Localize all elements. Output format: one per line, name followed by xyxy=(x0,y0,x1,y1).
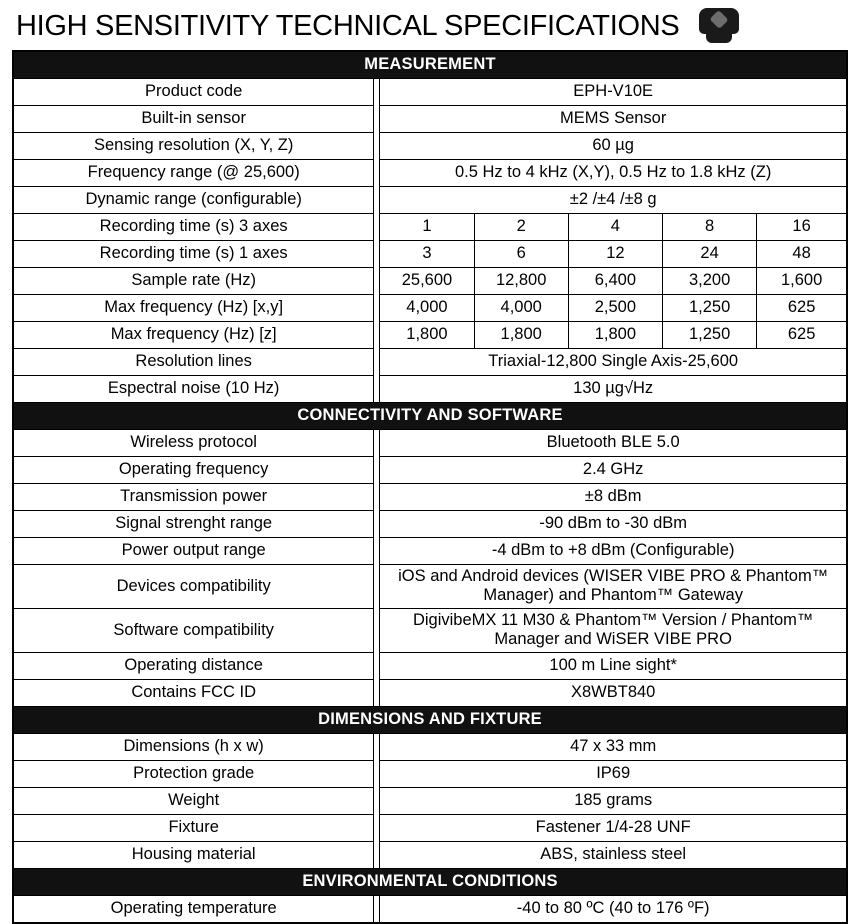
page-title: HIGH SENSITIVITY TECHNICAL SPECIFICATIONS xyxy=(16,9,680,42)
row-label: Operating frequency xyxy=(13,457,374,484)
grid-cell: 3,200 xyxy=(663,268,757,295)
row-label: Fixture xyxy=(13,814,374,841)
row-label: Transmission power xyxy=(13,484,374,511)
section-title: MEASUREMENT xyxy=(13,51,847,79)
table-row xyxy=(13,133,847,160)
table-row xyxy=(13,733,847,760)
row-label: Recording time (s) 1 axes xyxy=(13,241,374,268)
table-row xyxy=(13,565,847,609)
table-row xyxy=(13,760,847,787)
grid-cell: 2,500 xyxy=(568,295,662,322)
table-row xyxy=(13,322,847,349)
title-row xyxy=(0,0,860,50)
row-value: 47 x 33 mm xyxy=(380,733,847,760)
row-label: Espectral noise (10 Hz) xyxy=(13,376,374,403)
section-title: ENVIRONMENTAL CONDITIONS xyxy=(13,868,847,895)
row-label: Protection grade xyxy=(13,760,374,787)
table-row xyxy=(13,457,847,484)
grid-cell: 4 xyxy=(568,214,662,241)
row-value: 185 grams xyxy=(380,787,847,814)
grid-cell: 6,400 xyxy=(568,268,662,295)
grid-cell: 1,800 xyxy=(568,322,662,349)
vibration-sensor-icon xyxy=(693,6,745,46)
row-value: 2.4 GHz xyxy=(380,457,847,484)
table-row xyxy=(13,679,847,706)
row-value: ±8 dBm xyxy=(380,484,847,511)
table-row xyxy=(13,787,847,814)
grid-cell: 1 xyxy=(380,214,474,241)
grid-cell: 48 xyxy=(757,241,847,268)
table-row xyxy=(13,376,847,403)
row-label: Operating temperature xyxy=(13,895,374,923)
grid-cell: 6 xyxy=(474,241,568,268)
row-value: 100 m Line sight* xyxy=(380,652,847,679)
row-value: X8WBT840 xyxy=(380,679,847,706)
row-value: Fastener 1/4-28 UNF xyxy=(380,814,847,841)
grid-cell: 625 xyxy=(757,322,847,349)
grid-cell: 4,000 xyxy=(474,295,568,322)
row-value: MEMS Sensor xyxy=(380,106,847,133)
grid-cell: 16 xyxy=(757,214,847,241)
row-label: Recording time (s) 3 axes xyxy=(13,214,374,241)
grid-cell: 3 xyxy=(380,241,474,268)
table-row xyxy=(13,160,847,187)
section-header-measurement xyxy=(13,51,847,79)
row-value: -90 dBm to -30 dBm xyxy=(380,511,847,538)
row-label: Dimensions (h x w) xyxy=(13,733,374,760)
row-value: ABS, stainless steel xyxy=(380,841,847,868)
table-row xyxy=(13,895,847,923)
row-label: Wireless protocol xyxy=(13,430,374,457)
grid-cell: 1,250 xyxy=(663,322,757,349)
table-row xyxy=(13,349,847,376)
row-label: Power output range xyxy=(13,538,374,565)
row-value: iOS and Android devices (WISER VIBE PRO & Phantom™ Manager) and Phantom™ Gateway xyxy=(380,565,847,609)
row-label: Frequency range (@ 25,600) xyxy=(13,160,374,187)
row-value: DigivibeMX 11 M30 & Phantom™ Version / Phantom™ Manager and WiSER VIBE PRO xyxy=(380,608,847,652)
table-row xyxy=(13,652,847,679)
row-value: Bluetooth BLE 5.0 xyxy=(380,430,847,457)
table-row xyxy=(13,268,847,295)
table-row xyxy=(13,608,847,652)
row-value: 60 µg xyxy=(380,133,847,160)
row-label: Max frequency (Hz) [x,y] xyxy=(13,295,374,322)
section-header-environmental xyxy=(13,868,847,895)
specifications-table xyxy=(12,50,848,924)
row-label: Housing material xyxy=(13,841,374,868)
grid-cell: 24 xyxy=(663,241,757,268)
row-label: Contains FCC ID xyxy=(13,679,374,706)
row-label: Max frequency (Hz) [z] xyxy=(13,322,374,349)
grid-cell: 12 xyxy=(568,241,662,268)
section-title: DIMENSIONS AND FIXTURE xyxy=(13,706,847,733)
table-row xyxy=(13,79,847,106)
row-value: -4 dBm to +8 dBm (Configurable) xyxy=(380,538,847,565)
row-label: Sample rate (Hz) xyxy=(13,268,374,295)
table-row xyxy=(13,241,847,268)
row-label: Resolution lines xyxy=(13,349,374,376)
row-value: -40 to 80 ºC (40 to 176 ºF) xyxy=(380,895,847,923)
row-label: Built-in sensor xyxy=(13,106,374,133)
table-row xyxy=(13,814,847,841)
grid-cell: 625 xyxy=(757,295,847,322)
table-row xyxy=(13,106,847,133)
table-row xyxy=(13,214,847,241)
table-row xyxy=(13,511,847,538)
row-value: EPH-V10E xyxy=(380,79,847,106)
grid-cell: 8 xyxy=(663,214,757,241)
row-label: Devices compatibility xyxy=(13,565,374,609)
table-row xyxy=(13,295,847,322)
row-value: 130 µg√Hz xyxy=(380,376,847,403)
grid-cell: 2 xyxy=(474,214,568,241)
grid-cell: 1,600 xyxy=(757,268,847,295)
section-header-dimensions xyxy=(13,706,847,733)
grid-cell: 1,250 xyxy=(663,295,757,322)
table-row xyxy=(13,187,847,214)
row-value: IP69 xyxy=(380,760,847,787)
row-label: Operating distance xyxy=(13,652,374,679)
section-title: CONNECTIVITY AND SOFTWARE xyxy=(13,403,847,430)
table-row xyxy=(13,538,847,565)
grid-cell: 1,800 xyxy=(474,322,568,349)
row-label: Product code xyxy=(13,79,374,106)
grid-cell: 1,800 xyxy=(380,322,474,349)
row-value: 0.5 Hz to 4 kHz (X,Y), 0.5 Hz to 1.8 kHz (Z) xyxy=(380,160,847,187)
grid-cell: 4,000 xyxy=(380,295,474,322)
row-label: Software compatibility xyxy=(13,608,374,652)
grid-cell: 25,600 xyxy=(380,268,474,295)
table-row xyxy=(13,430,847,457)
row-label: Weight xyxy=(13,787,374,814)
section-header-connectivity xyxy=(13,403,847,430)
row-label: Signal strenght range xyxy=(13,511,374,538)
row-label: Sensing resolution (X, Y, Z) xyxy=(13,133,374,160)
table-row xyxy=(13,484,847,511)
row-label: Dynamic range (configurable) xyxy=(13,187,374,214)
row-value: Triaxial-12,800 Single Axis-25,600 xyxy=(380,349,847,376)
grid-cell: 12,800 xyxy=(474,268,568,295)
row-value: ±2 /±4 /±8 g xyxy=(380,187,847,214)
table-row xyxy=(13,841,847,868)
